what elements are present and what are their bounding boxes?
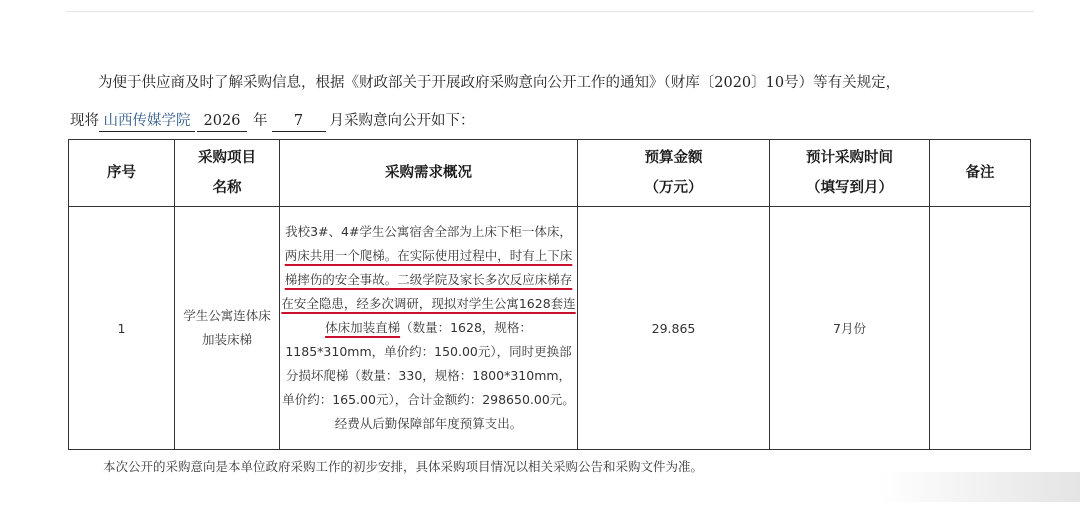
intro-paragraph: [70, 64, 1030, 140]
page-edge-shadow: [880, 472, 1080, 502]
row-note: [930, 207, 1031, 450]
intro-year-unit: 年: [253, 113, 268, 129]
row-time: 7月份: [770, 207, 930, 450]
intro-year: 2026: [197, 111, 247, 132]
table-row: [69, 207, 1031, 450]
header-desc: 采购需求概况: [280, 140, 578, 207]
row-index: 1: [69, 207, 175, 450]
procurement-table: [68, 139, 1031, 450]
header-time: 预计采购时间 （填写到月）: [770, 140, 930, 207]
row-budget: 29.865: [578, 207, 770, 450]
top-divider: [66, 11, 1034, 12]
desc-underlined: 两床共用一个爬梯。在实际使用过程中，时有上下床梯摔伤的安全事故。二级学院及家长多次反应床梯存在安全隐患，经多次调研，现拟对学生公寓1628套连体床加装直梯: [281, 248, 576, 335]
intro-line-1: [70, 64, 1030, 102]
row-desc: [280, 207, 578, 450]
intro-suffix: 月采购意向公开如下：: [329, 113, 475, 129]
desc-part-1: 我校3#、4#学生公寓宿舍全部为上床下柜一体床，: [285, 224, 572, 239]
intro-line-1-text: 为便于供应商及时了解采购信息，根据《财政部关于开展政府采购意向公开工作的通知》（财库〔2020〕10号）等有关规定，: [98, 75, 901, 91]
header-budget: 预算金额 （万元）: [578, 140, 770, 207]
intro-prefix: 现将: [70, 113, 99, 129]
header-item-name: 采购项目 名称: [175, 140, 280, 207]
desc-part-2: （数量：1628，规格：1185*310mm，单价约：150.00元），同时更换部分损坏爬梯（数量：330，规格：1800*310mm，单价约：165.00元），合计金额约：298650.00元。经费从后勤保障部年度预算支出。: [282, 320, 575, 431]
footer-note: 本次公开的采购意向是本单位政府采购工作的初步安排，具体采购项目情况以相关采购公告和采购文件为准。: [103, 459, 704, 474]
row-item-name: 学生公寓连体床 加装床梯: [175, 207, 280, 450]
table-header-row: [69, 140, 1031, 207]
header-note: 备注: [930, 140, 1031, 207]
intro-line-2: [70, 102, 1030, 140]
header-index: 序号: [69, 140, 175, 207]
college-name: 山西传媒学院: [99, 111, 195, 132]
intro-month: 7: [272, 111, 326, 132]
